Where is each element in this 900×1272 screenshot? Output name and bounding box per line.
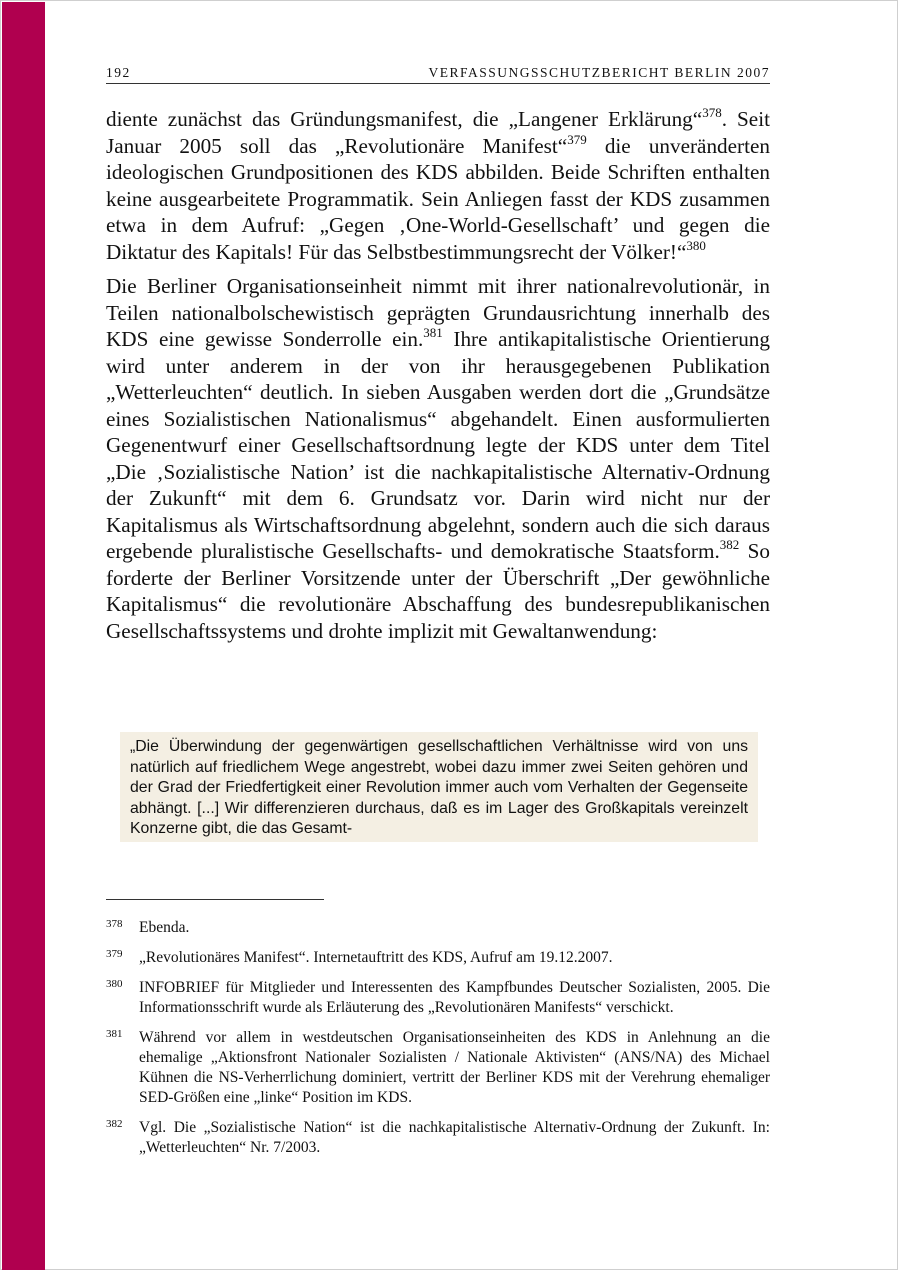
paragraph-1-text-a: diente zunächst das Gründungsmanifest, die „Langener Erklärung“ <box>106 107 703 131</box>
footnote-380 <box>106 978 770 1018</box>
footnote-number: 380 <box>106 978 123 990</box>
footnote-text: Während vor allem in westdeutschen Organisationseinheiten des KDS in Anlehnung an die ehemalige „Aktionsfront Nationaler Sozialisten / Nationale Aktivisten“ (ANS/NA) des Michael Kühnen die NS-Verherrlichung dominiert, vertritt der Berliner KDS mit der Verehrung ehemaliger SED-Größen eine „linke“ Position im KDS. <box>139 1029 770 1106</box>
paragraph-1-text-b: . Seit Januar 2005 soll das „Revolutionäre Manifest“ <box>106 107 770 158</box>
footnote-text: INFOBRIEF für Mitglieder und Interessenten des Kampfbundes Deutscher Sozialisten, 2005. Die Informationsschrift wurde als Erläuterung des „Revolutionären Manifests“ verschickt. <box>139 979 770 1016</box>
footnote-text: Ebenda. <box>139 919 190 936</box>
paragraph-2-text-c: So forderte der Berliner Vorsitzende unter der Überschrift „Der gewöhnliche Kapitalismus“ die revolutionäre Abschaffung des bundesrepublikanischen Gesellschaftssystems und drohte implizit mit Gewaltanwendung: <box>106 539 770 643</box>
footnote-number: 378 <box>106 918 123 930</box>
running-header <box>106 63 770 84</box>
paragraph-2-text-a: Die Berliner Organisationseinheit nimmt mit ihrer nationalrevolutionär, in Teilen nationalbolschewistisch geprägten Grundausrichtung innerhalb des KDS eine gewisse Sonderrolle ein. <box>106 274 770 351</box>
body-text <box>106 106 770 652</box>
footnote-ref-382[interactable]: 382 <box>719 537 740 552</box>
footnote-379 <box>106 948 770 968</box>
footnote-ref-381[interactable]: 381 <box>423 325 443 340</box>
footnote-378 <box>106 918 770 938</box>
footnote-number: 382 <box>106 1118 123 1130</box>
quote-box: „Die Überwindung der gegenwärtigen gesellschaftlichen Verhältnisse wird von uns natürlich auf friedlichem Wege angestrebt, wobei dazu immer zwei Seiten gehören und der Grad der Friedfertigkeit einer Revolution immer auch vom Verhalten der Gegenseite abhängt. [...] Wir differenzieren durchaus, daß es im Lager des Großkapitals vereinzelt Konzerne gibt, die das Gesamt- <box>120 732 758 842</box>
paragraph-1-text-c: die unveränderten ideologischen Grundpositionen des KDS abbilden. Beide Schriften enthalten keine ausgearbeitete Programmatik. Sein Anliegen fasst der KDS zusammen etwa in dem Aufruf: „Gegen ‚One-World-Gesellschaft’ und gegen die Diktatur des Kapitals! Für das Selbstbestimmungsrecht der Völker!“ <box>106 133 770 264</box>
paragraph-2-text-b: Ihre antikapitalistische Orientierung wird unter anderem in der von ihr herausgegebenen Publikation „Wetterleuchten“ deutlich. In sieben Ausgaben werden dort die „Grundsätze eines Sozialistischen Nationalismus“ abgehandelt. Einen ausformulierten Gegenentwurf einer Gesellschaftsordnung legte der KDS unter dem Titel „Die ‚Sozialistische Nation’ ist die nachkapitalistische Alternativ-Ordnung der Zukunft“ mit dem 6. Grundsatz vor. Darin wird nicht nur der Kapitalismus als Wirtschaftsordnung abgelehnt, sondern auch die sich daraus ergebende pluralistische Gesellschafts- und demokratische Staatsform. <box>106 327 770 563</box>
footnote-text: Vgl. Die „Sozialistische Nation“ ist die nachkapitalistische Alternativ-Ordnung der Zukunft. In: „Wetterleuchten“ Nr. 7/2003. <box>139 1119 770 1156</box>
footnote-number: 381 <box>106 1028 123 1040</box>
footnote-separator <box>106 899 324 900</box>
footnote-381 <box>106 1028 770 1108</box>
header-title: VERFASSUNGSSCHUTZBERICHT BERLIN 2007 <box>428 65 770 80</box>
footnote-text: „Revolutionäres Manifest“. Internetauftritt des KDS, Aufruf am 19.12.2007. <box>139 949 613 966</box>
footnote-ref-380[interactable]: 380 <box>686 237 706 253</box>
footnotes <box>106 918 770 1168</box>
footnote-number: 379 <box>106 948 123 960</box>
footnote-ref-379[interactable]: 379 <box>567 131 587 147</box>
footnote-382 <box>106 1118 770 1158</box>
page-number: 192 <box>106 65 131 80</box>
paragraph-1 <box>106 106 770 265</box>
side-color-bar <box>2 2 45 1270</box>
paragraph-2 <box>106 273 770 644</box>
footnote-ref-378[interactable]: 378 <box>702 105 722 120</box>
